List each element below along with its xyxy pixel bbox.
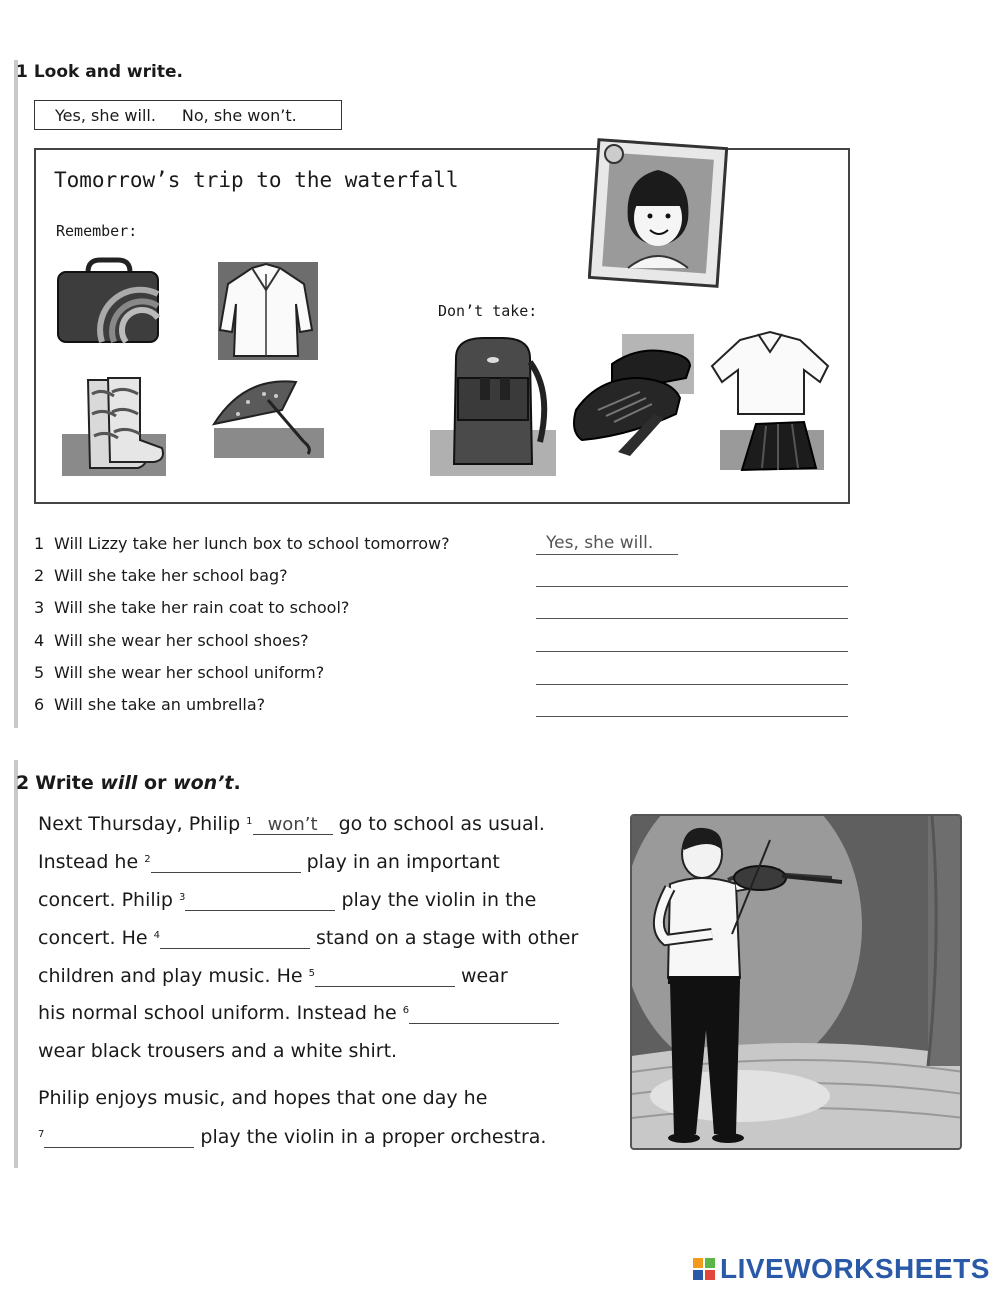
blank-2-input[interactable]: [151, 852, 301, 873]
lunch-box-image: [52, 254, 164, 348]
answer-1-line: [536, 554, 678, 555]
school-uniform-image: [706, 326, 838, 472]
answer-option-yes: Yes, she will.: [55, 105, 156, 125]
paragraph-line-7: wear black trousers and a white shirt.: [38, 1040, 398, 1062]
umbrella-image: [208, 376, 326, 460]
paragraph-line-6: his normal school uniform. Instead he $^6$: [38, 1002, 559, 1024]
answer-option-no: No, she won’t.: [181, 105, 297, 125]
question-5: 5 Will she wear her school uniform?: [34, 663, 325, 682]
section-1-title: Look and write.: [33, 62, 183, 82]
paragraph-line-9: $^7$ play the violin in a proper orchestra.: [38, 1126, 547, 1148]
answer-6-input[interactable]: [536, 716, 848, 717]
answer-3-input[interactable]: [536, 618, 848, 619]
blank-6-input[interactable]: [409, 1003, 559, 1024]
question-3: 3 Will she take her rain coat to school?: [34, 598, 350, 617]
blank-4-input[interactable]: [160, 928, 310, 949]
answer-4-input[interactable]: [536, 651, 848, 652]
blank-7-input[interactable]: [44, 1127, 194, 1148]
answer-options-box: [34, 100, 342, 130]
school-bag-image: [428, 332, 560, 478]
violinist-illustration: [630, 814, 962, 1150]
scan-edge-top: [14, 60, 18, 728]
liveworksheets-logo: [692, 1253, 990, 1285]
rain-coat-image: [212, 260, 320, 364]
paragraph-line-3: concert. Philip $^3$ play the violin in the: [38, 889, 537, 911]
section-1-heading: [16, 62, 183, 82]
school-shoes-image: [568, 332, 698, 456]
paragraph-line-4: concert. He $^4$ stand on a stage with other: [38, 927, 579, 949]
blank-5-input[interactable]: [315, 966, 455, 987]
note-title: Tomorrow’s trip to the waterfall: [54, 168, 459, 192]
paragraph-line-8: Philip enjoys music, and hopes that one day he: [38, 1087, 488, 1109]
section-1-number: 1: [16, 62, 28, 82]
blank-3-input[interactable]: [185, 890, 335, 911]
blank-1-example: won’t: [253, 814, 333, 835]
wellington-boots-image: [58, 374, 168, 478]
liveworksheets-logo-icon: [692, 1257, 716, 1281]
paragraph-line-5: children and play music. He $^5$ wear: [38, 965, 508, 987]
section-2-heading: 2 Write will or won’t.: [16, 772, 241, 794]
answer-5-input[interactable]: [536, 684, 848, 685]
paragraph-line-2: Instead he $^2$ play in an important: [38, 851, 500, 873]
dont-take-label: Don’t take:: [438, 302, 538, 320]
scan-edge-bottom: [14, 760, 18, 1168]
paragraph-line-1: Next Thursday, Philip $^1$ won’t go to school as usual.: [38, 813, 545, 835]
lizzy-photo: [588, 138, 728, 288]
liveworksheets-brand: LIVEWORKSHEETS: [720, 1253, 990, 1284]
answer-1-text: Yes, she will.: [546, 533, 654, 553]
trip-note-box: [34, 148, 850, 504]
question-6: 6 Will she take an umbrella?: [34, 695, 266, 714]
question-1: 1 Will Lizzy take her lunch box to school tomorrow?: [34, 534, 450, 553]
question-2: 2 Will she take her school bag?: [34, 566, 288, 585]
question-4: 4 Will she wear her school shoes?: [34, 631, 309, 650]
remember-label: Remember:: [56, 222, 138, 240]
answer-2-input[interactable]: [536, 586, 848, 587]
